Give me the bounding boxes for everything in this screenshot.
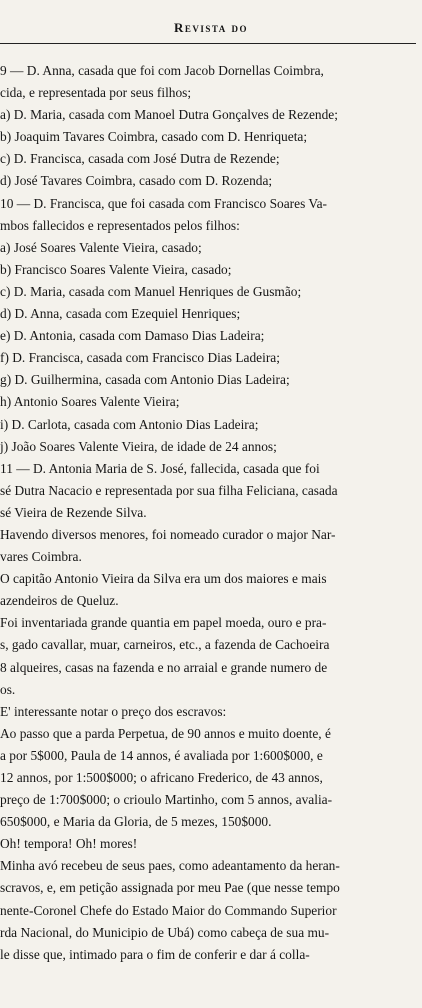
text-line: O capitão Antonio Vieira da Silva era um dos maiores e mais [0,571,327,587]
text-line: a) José Soares Valente Vieira, casado; [0,239,202,255]
text-line: d) D. Anna, casada com Ezequiel Henriques; [0,306,241,322]
text-line: Minha avó recebeu de seus paes, como adeantamento da heran- [0,858,340,874]
text-line: rda Nacional, do Municipio de Ubá) como cabeça de sua mu- [0,924,330,940]
text-line: azendeiros de Queluz. [0,593,119,609]
text-line: preço de 1:700$000; o crioulo Martinho, com 5 annos, avalia- [0,792,333,808]
text-line: 9 — D. Anna, casada que foi com Jacob Dornellas Coimbra, [0,63,324,78]
text-line: Ao passo que a parda Perpetua, de 90 annos e muito doente, é [0,725,331,741]
text-line: a por 5$000, Paula de 14 annos, é avaliada por 1:600$000, e [0,747,323,763]
text-line: e) D. Antonia, casada com Damaso Dias Ladeira; [0,328,265,344]
text-line: le disse que, intimado para o fim de conferir e dar á colla- [0,946,310,962]
text-line: sé Vieira de Rezende Silva. [0,504,147,520]
text-line: os. [0,681,16,697]
text-line: i) D. Carlota, casada com Antonio Dias Ladeira; [0,416,259,432]
text-line: cida, e representada por seus filhos; [0,85,192,101]
text-line: Oh! tempora! Oh! mores! [0,836,138,852]
text-line: 10 — D. Francisca, que foi casada com Francisco Soares Va- [0,195,327,211]
text-line: g) D. Guilhermina, casada com Antonio Dias Ladeira; [0,372,290,388]
text-line: b) Joaquim Tavares Coimbra, casado com D. Henriqueta; [0,129,308,145]
text-line: Havendo diversos menores, foi nomeado curador o major Nar- [0,526,336,542]
text-line: h) Antonio Soares Valente Vieira; [0,394,180,410]
text-line: mbos fallecidos e representados pelos filhos: [0,217,240,233]
running-header: Revista do [174,20,248,35]
text-line: c) D. Francisca, casada com José Dutra de Rezende; [0,151,280,167]
text-line: b) Francisco Soares Valente Vieira, casado; [0,261,232,277]
text-line: c) D. Maria, casada com Manuel Henriques de Gusmão; [0,283,302,299]
text-line: Foi inventariada grande quantia em papel moeda, ouro e pra- [0,615,327,631]
text-line: 12 annos, por 1:500$000; o africano Frederico, de 43 annos, [0,770,323,785]
text-line: E' interessante notar o preço dos escravos: [0,703,227,719]
text-line: f) D. Francisca, casada com Francisco Dias Ladeira; [0,350,280,366]
text-line: nente-Coronel Chefe do Estado Maior do Commando Superior [0,902,337,918]
text-line: vares Coimbra. [0,549,82,565]
body-text [0,60,422,966]
text-line: 8 alqueires, casas na fazenda e no arraial e grande numero de [0,659,328,675]
text-line: 11 — D. Antonia Maria de S. José, fallecida, casada que foi [0,460,320,476]
text-line: 650$000, e Maria da Gloria, de 5 mezes, 150$000. [0,814,272,830]
text-line: scravos, e, em petição assignada por meu Pae (que nesse tempo [0,880,340,896]
text-line: d) José Tavares Coimbra, casado com D. Rozenda; [0,173,273,189]
text-line: s, gado cavallar, muar, carneiros, etc., a fazenda de Cachoeira [0,637,330,653]
header-rule [0,43,416,44]
text-line: sé Dutra Nacacio e representada por sua filha Feliciana, casada [0,482,338,498]
text-line: j) João Soares Valente Vieira, de idade de 24 annos; [0,438,277,454]
text-line: a) D. Maria, casada com Manoel Dutra Gonçalves de Rezende; [0,107,338,123]
